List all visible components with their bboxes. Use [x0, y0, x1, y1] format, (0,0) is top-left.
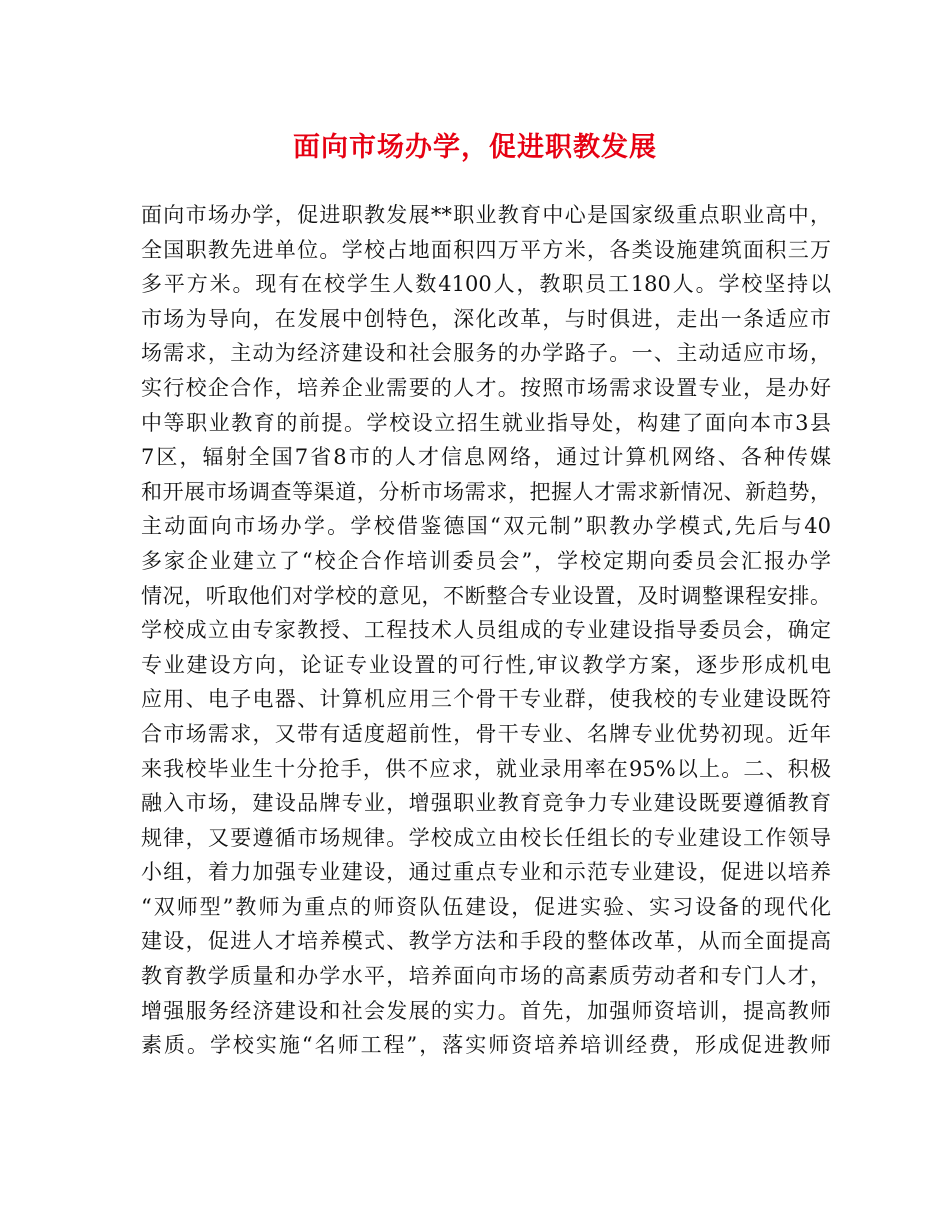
body-line: 融入市场，建设品牌专业，增强职业教育竞争力专业建设既要遵循教育	[141, 791, 831, 816]
body-line: “双师型”教师为重点的师资队伍建设，促进实验、实习设备的现代化	[141, 894, 831, 919]
body-line: 应用、电子电器、计算机应用三个骨干专业群，使我校的专业建设既符	[141, 687, 831, 712]
body-line: 小组，着力加强专业建设，通过重点专业和示范专业建设，促进以培养	[141, 860, 831, 885]
document-body	[141, 198, 831, 1063]
body-line: 多家企业建立了“校企合作培训委员会”，学校定期向委员会汇报办学	[141, 548, 831, 573]
body-line: 合市场需求，又带有适度超前性，骨干专业、名牌专业优势初现。近年	[141, 721, 831, 746]
body-line: 场需求，主动为经济建设和社会服务的办学路子。一、主动适应市场，	[141, 341, 831, 366]
body-line: 建设，促进人才培养模式、教学方法和手段的整体改革，从而全面提高	[141, 929, 831, 954]
body-line: 来我校毕业生十分抢手，供不应求，就业录用率在95%以上。二、积极	[141, 756, 831, 781]
body-line: 专业建设方向，论证专业设置的可行性,审议教学方案，逐步形成机电	[141, 652, 831, 677]
body-line: 中等职业教育的前提。学校设立招生就业指导处，构建了面向本市3县	[141, 410, 831, 435]
body-line: 7区，辐射全国7省8市的人才信息网络，通过计算机网络、各种传媒	[141, 445, 831, 470]
body-line: 情况，听取他们对学校的意见，不断整合专业设置，及时调整课程安排。	[141, 583, 831, 608]
body-line: 主动面向市场办学。学校借鉴德国“双元制”职教办学模式,先后与40	[141, 514, 831, 539]
body-line: 实行校企合作，培养企业需要的人才。按照市场需求设置专业，是办好	[141, 375, 831, 400]
body-line: 规律，又要遵循市场规律。学校成立由校长任组长的专业建设工作领导	[141, 825, 831, 850]
body-line: 面向市场办学，促进职教发展**职业教育中心是国家级重点职业高中，	[141, 203, 831, 227]
body-line: 市场为导向，在发展中创特色，深化改革，与时俱进，走出一条适应市	[141, 306, 831, 331]
body-line: 多平方米。现有在校学生人数4100人，教职员工180人。学校坚持以	[141, 272, 831, 297]
body-line: 全国职教先进单位。学校占地面积四万平方米，各类设施建筑面积三万	[141, 237, 831, 262]
body-line: 学校成立由专家教授、工程技术人员组成的专业建设指导委员会，确定	[141, 618, 831, 643]
document-title: 面向市场办学，促进职教发展	[293, 132, 657, 163]
body-line: 教育教学质量和办学水平，培养面向市场的高素质劳动者和专门人才，	[141, 964, 831, 989]
body-line: 素质。学校实施“名师工程”，落实师资培养培训经费，形成促进教师	[141, 1033, 831, 1058]
body-line: 和开展市场调查等渠道，分析市场需求，把握人才需求新情况、新趋势，	[141, 479, 831, 504]
body-line: 增强服务经济建设和社会发展的实力。首先，加强师资培训，提高教师	[141, 998, 831, 1023]
